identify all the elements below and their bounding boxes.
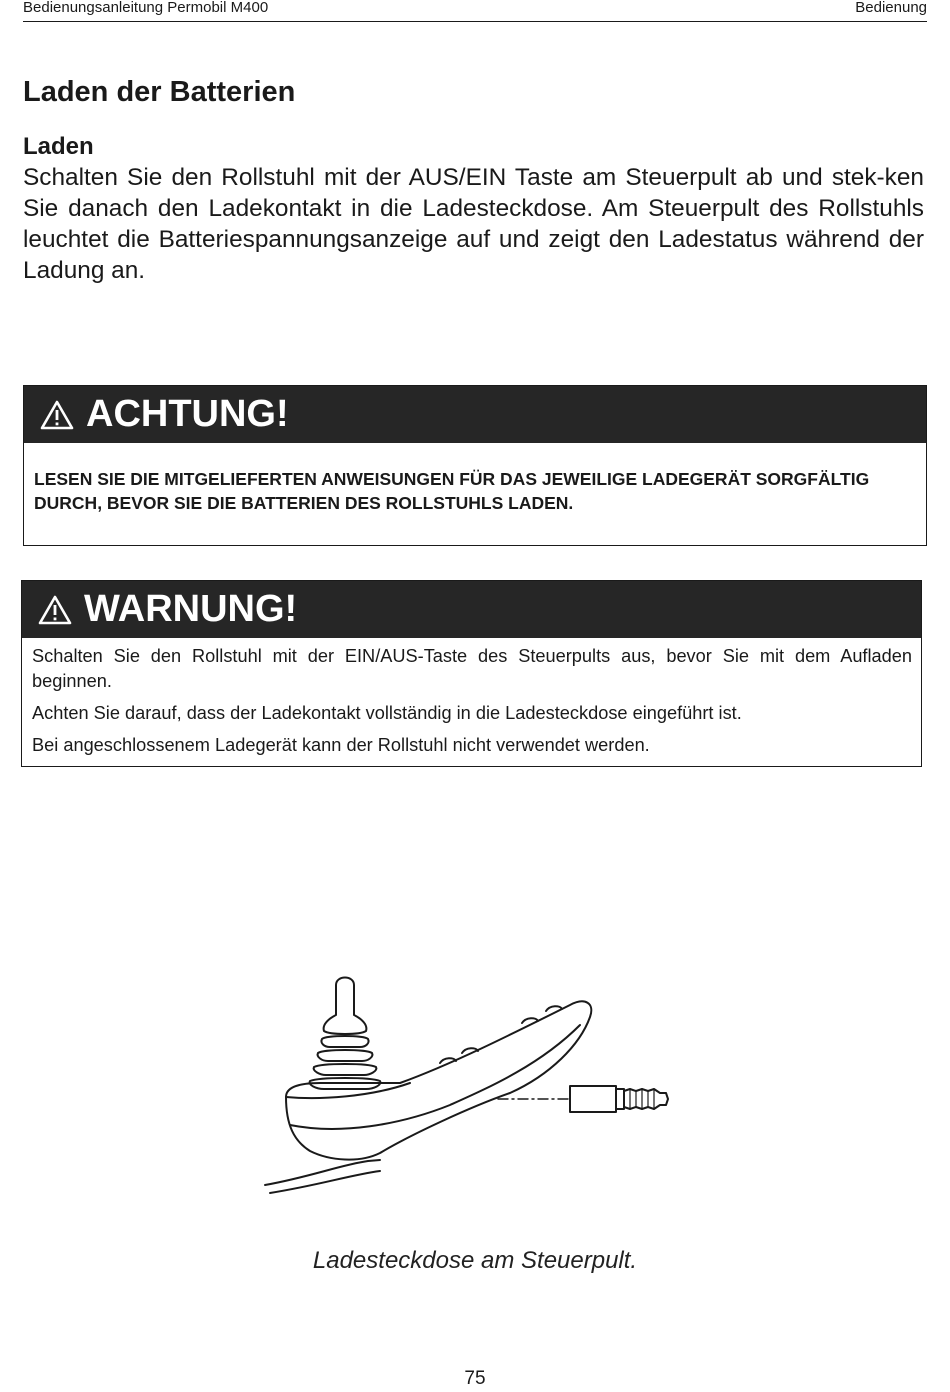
header-document-title: Bedienungsanleitung Permobil M400 [23,0,269,16]
warning-item: Achten Sie darauf, dass der Ladekontakt vollständig in die Ladesteckdose eingeführt ist. [32,703,742,723]
caution-header [24,386,926,443]
caution-label: ACHTUNG! [86,393,289,435]
section-title: Laden der Batterien [23,76,296,108]
page-header [23,0,927,22]
warning-item: Schalten Sie den Rollstuhl mit der EIN/AUS-Taste des Steuerpults aus, bevor Sie mit dem Aufladen beginnen. [32,646,912,691]
figure-caption: Ladesteckdose am Steuerpult. [312,1247,638,1274]
warning-triangle-icon [38,595,72,625]
warning-triangle-icon [40,400,74,430]
warning-header [22,581,921,638]
page-number: 75 [464,1368,486,1389]
caution-text: LESEN SIE DIE MITGELIEFERTEN ANWEISUNGEN FÜR DAS JEWEILIGE LADEGERÄT SORGFÄLTIG DURCH, BEVOR SIE DIE BATTERIEN DES ROLLSTUHLS LADEN. [34,469,870,513]
subsection-title: Laden [23,133,94,160]
warning-label: WARNUNG! [84,588,298,630]
warning-box [21,580,922,767]
control-panel-charging-socket-illustration [250,965,700,1200]
body-paragraph: Schalten Sie den Rollstuhl mit der AUS/EIN Taste am Steuerpult ab und stek-ken Sie danach den Ladekontakt in die Ladesteckdose. Am Steuerpult des Rollstuhls leuchtet die Batteriespannungsanzeige auf und zeigt den Ladestatus während der Ladung an. [23,164,924,284]
header-chapter-title: Bedienung [855,0,927,16]
caution-box [23,385,927,546]
warning-body [22,638,921,758]
warning-item: Bei angeschlossenem Ladegerät kann der Rollstuhl nicht verwendet werden. [32,735,650,755]
